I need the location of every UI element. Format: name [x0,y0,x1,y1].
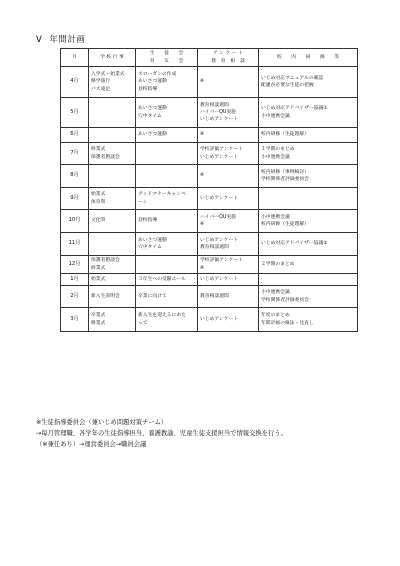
cell-month: 9月 [61,188,89,210]
cell-school-events [89,286,136,308]
cell-survey-line: ※ [200,79,205,85]
table-row [61,308,358,332]
cell-survey [198,256,259,274]
table-row [61,188,358,210]
cell-school-events-line: 保護者懇談会 [91,154,120,160]
cell-student-council-line: グッドマナーキャンペ [138,192,186,198]
cell-training-line: 校内研修（事例検討） [261,169,309,175]
cell-student-council [136,308,198,332]
table-row [61,128,358,143]
cell-student-council-line: 卒業に向けて [138,293,167,299]
table-row [61,67,358,98]
cell-survey-line: いじめアンケート [200,316,239,322]
cell-training-line: 配慮が必要な生徒の把握 [261,83,314,88]
cell-survey [198,210,259,233]
cell-training [259,143,358,165]
cell-student-council-line: ３年生への受験エール [138,276,186,282]
cell-month: 3月 [61,308,89,332]
cell-student-council [136,67,198,98]
cell-survey-line: 教育相談週間 [200,293,229,299]
cell-training [259,210,358,233]
cell-school-events [89,210,136,233]
cell-survey [198,308,259,332]
cell-training [259,233,358,256]
cell-school-events-line: 文化祭 [91,218,106,224]
cell-survey [198,188,259,210]
cell-month: 1月 [61,274,89,286]
cell-survey-line: いじめアンケート [200,195,239,201]
cell-student-council-line: 穴中タイム [138,113,162,119]
cell-survey-line: いじめアンケート [200,276,239,282]
cell-training [259,165,358,188]
table-row [61,98,358,128]
cell-month: 7月 [61,143,89,165]
cell-training-line: １学期のまとめ [261,147,295,153]
table-row [61,233,358,256]
cell-school-events-line: 体育祭 [91,199,106,205]
cell-student-council [136,143,198,165]
cell-survey-line: いじめアンケート [200,154,239,160]
cell-student-council [136,286,198,308]
cell-survey-line: ハイパーQU実施 [200,109,236,115]
cell-student-council-line: って [138,320,148,326]
cell-student-council-line: スローガンの作成 [138,72,177,78]
cell-student-council-line: 登校指導 [138,86,158,92]
footer-line-1: ※生徒指導委員会（兼いじめ問題対策チーム） [36,419,168,426]
cell-month: 8月 [61,165,89,188]
section-title: 年間計画 [49,35,86,45]
cell-training-line: 小中連携会議 [261,214,290,220]
cell-training-line: いじめ対応アドバイザー協議① [261,106,328,112]
section-numeral: Ⅴ [36,35,43,45]
cell-school-events-line: バス遠足 [91,86,111,92]
header-month: 月 [61,49,89,67]
cell-survey [198,98,259,128]
cell-student-council [136,274,198,286]
cell-school-events-line: 終業式 [91,265,106,271]
cell-school-events [89,256,136,274]
cell-survey-line: 学校評価アンケート [200,147,243,153]
cell-student-council-line: あいさつ運動 [138,106,167,112]
cell-student-council-line: あいさつ運動 [138,79,167,85]
cell-survey-line: いじめアンケート [200,117,239,123]
cell-month: 11月 [61,233,89,256]
table-body [61,67,358,332]
cell-school-events-line: 修学旅行 [91,79,111,85]
cell-training-line: 小中連携会議 [261,290,290,296]
table-row [61,286,358,308]
cell-survey-line: ※ [200,265,205,271]
cell-student-council-line: 穴中タイム [138,245,162,250]
cell-training-line: 学校関係者評価委員会 [261,177,309,182]
cell-student-council [136,256,198,274]
cell-school-events-line: 終業式 [91,147,106,153]
cell-student-council [136,188,198,210]
cell-school-events-line: 卒業式 [91,313,106,319]
cell-survey-line: 教育相談週間 [200,245,229,250]
cell-training [259,98,358,128]
cell-student-council [136,128,198,143]
footer-line-2: →毎月管理職、各学年の生徒指導担当、養護教諭、児童生徒支援担当で情報交換を行う。 [36,430,287,437]
cell-survey-line: 学校評価アンケート [200,258,243,264]
cell-training-line: 校内研修（生徒理解） [261,132,309,138]
cell-student-council [136,233,198,256]
cell-student-council-line: ーン [138,199,148,205]
header-training: 校 内 研 修 等 [259,49,358,67]
cell-survey [198,165,259,188]
table-row [61,165,358,188]
cell-month: 12月 [61,256,89,274]
header-student-council [136,49,198,67]
cell-survey [198,274,259,286]
cell-student-council [136,210,198,233]
header-survey-line2: 教 育 相 談 [211,58,245,64]
cell-student-council-line: 新入生を迎えるにあた [138,313,186,319]
cell-survey [198,233,259,256]
cell-training [259,286,358,308]
cell-survey-line: ハイパーQU実施 [200,214,236,220]
cell-school-events [89,128,136,143]
cell-survey-line: いじめアンケート [200,237,239,243]
cell-school-events-line: 始業式 [91,192,106,198]
cell-training-line: 小中連携会議 [261,113,290,119]
cell-school-events [89,143,136,165]
cell-training-line: 年度のまとめ [261,313,290,319]
cell-training-line: ２学期のまとめ [261,261,295,267]
cell-survey [198,286,259,308]
cell-training [259,188,358,210]
cell-training-line: 小中連携会議 [261,154,290,160]
section-heading [36,33,92,45]
cell-month: 4月 [61,67,89,98]
cell-training [259,274,358,286]
cell-survey [198,143,259,165]
cell-month: 6月 [61,128,89,143]
cell-survey-line: 教育相談週間 [200,102,229,108]
cell-school-events-line: 修業式 [91,320,106,326]
table-row [61,256,358,274]
cell-survey [198,128,259,143]
cell-training [259,128,358,143]
cell-month: 10月 [61,210,89,233]
cell-school-events-line: 始業式 [91,276,106,282]
cell-student-council-line: 登校指導 [138,218,158,224]
cell-student-council-line: あいさつ運動 [138,132,167,138]
header-survey [198,49,259,67]
cell-school-events [89,233,136,256]
table-row [61,274,358,286]
table-header-row [61,49,358,67]
header-school-events: 学 校 行 事 [89,49,136,67]
cell-school-events [89,188,136,210]
cell-training-line: 校内研修（生徒理解） [261,222,309,227]
cell-month: 5月 [61,98,89,128]
cell-student-council [136,165,198,188]
cell-training [259,256,358,274]
header-student-council-line1: 生 徒 会 [149,51,184,57]
cell-school-events-line: 入学式・始業式 [91,72,125,78]
cell-school-events-line: 新入生説明会 [91,293,120,299]
annual-plan-table [60,48,358,332]
cell-school-events-line: 保護者懇談会 [91,258,120,264]
cell-training-line: いじめ対応アドバイザー協議② [261,241,328,247]
cell-training [259,67,358,98]
cell-school-events [89,165,136,188]
header-survey-line1: ア ン ケ ー ト [212,51,244,57]
cell-survey-line: ※ [200,132,205,138]
header-student-council-line2: 育 友 会 [149,58,184,64]
cell-school-events [89,274,136,286]
cell-training-line: 年間計画の検証・見直し [261,320,314,326]
cell-month: 2月 [61,286,89,308]
cell-student-council-line: あいさつ運動 [138,237,167,243]
table-row [61,143,358,165]
cell-survey-line: ※ [200,173,205,179]
cell-training-line: いじめ対応マニュアルの確認 [261,75,324,81]
cell-school-events [89,67,136,98]
cell-school-events [89,308,136,332]
cell-school-events [89,98,136,128]
footer-line-3: （※兼任あり）→運営委員会→職員会議 [36,441,147,448]
cell-training [259,308,358,332]
table-row [61,210,358,233]
cell-training-line: 学校関係者評価委員会 [261,297,309,303]
cell-survey-line: ※ [200,222,205,227]
cell-survey [198,67,259,98]
cell-student-council [136,98,198,128]
